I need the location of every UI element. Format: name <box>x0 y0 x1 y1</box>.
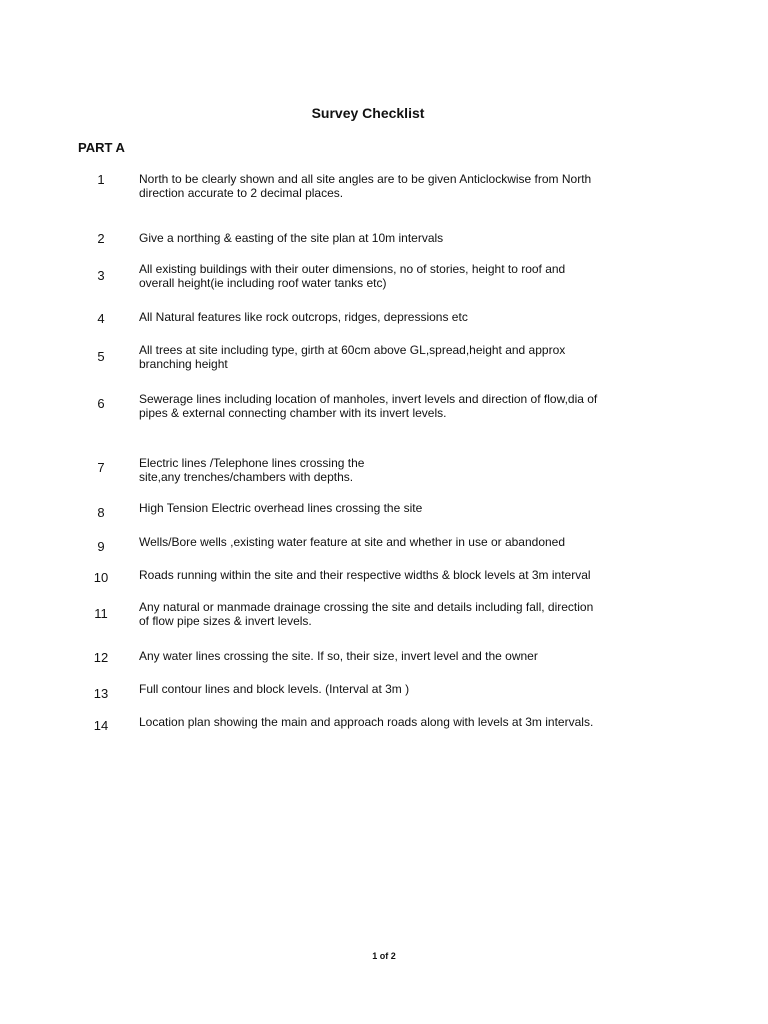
item-number: 12 <box>93 650 109 665</box>
item-number: 13 <box>93 686 109 701</box>
item-number: 2 <box>97 231 105 246</box>
item-text-line: Any water lines crossing the site. If so, their size, invert level and the owner <box>139 649 538 663</box>
item-text-line: All existing buildings with their outer dimensions, no of stories, height to roof and <box>139 262 566 276</box>
item-text <box>139 649 659 663</box>
item-text-line: direction accurate to 2 decimal places. <box>139 186 344 200</box>
item-number: 5 <box>97 349 105 364</box>
item-number: 8 <box>97 505 105 520</box>
item-text-line: Electric lines /Telephone lines crossing the <box>139 456 365 470</box>
item-number: 3 <box>97 268 105 283</box>
page-indicator: 1 of 2 <box>372 951 396 961</box>
item-number: 10 <box>93 570 109 585</box>
item-text <box>139 310 659 324</box>
item-text <box>139 568 659 582</box>
item-text-line: Roads running within the site and their respective widths & block levels at 3m interval <box>139 568 591 582</box>
item-text <box>139 600 659 628</box>
item-number: 14 <box>93 718 109 733</box>
item-text <box>139 715 659 729</box>
item-number: 9 <box>97 539 105 554</box>
item-number: 6 <box>97 396 105 411</box>
item-text <box>139 682 659 696</box>
item-text-line: site,any trenches/chambers with depths. <box>139 470 354 484</box>
item-number: 4 <box>97 311 105 326</box>
item-text-line: All trees at site including type, girth at 60cm above GL,spread,height and approx <box>139 343 566 357</box>
item-number: 1 <box>97 172 105 187</box>
item-text-line: branching height <box>139 357 228 371</box>
item-number: 7 <box>97 460 105 475</box>
item-text <box>139 343 659 371</box>
item-text <box>139 262 659 290</box>
item-text-line: Full contour lines and block levels. (Interval at 3m ) <box>139 682 410 696</box>
item-text-line: Wells/Bore wells ,existing water feature at site and whether in use or abandoned <box>139 535 566 549</box>
item-number: 11 <box>94 606 108 621</box>
item-text <box>139 456 659 484</box>
item-text <box>139 172 659 200</box>
item-text-line: All Natural features like rock outcrops, ridges, depressions etc <box>139 310 468 324</box>
item-text-line: Any natural or manmade drainage crossing the site and details including fall, direction <box>139 600 594 614</box>
item-text-line: Location plan showing the main and approach roads along with levels at 3m intervals. <box>139 715 594 729</box>
item-text-line: Give a northing & easting of the site plan at 10m intervals <box>139 231 444 245</box>
item-text-line: Sewerage lines including location of manholes, invert levels and direction of flow,dia of <box>139 392 598 406</box>
item-text-line: North to be clearly shown and all site angles are to be given Anticlockwise from North <box>139 172 592 186</box>
item-text-line: High Tension Electric overhead lines crossing the site <box>139 501 423 515</box>
item-text <box>139 231 659 245</box>
page-title: Survey Checklist <box>311 105 425 121</box>
item-text-line: of flow pipe sizes & invert levels. <box>139 614 312 628</box>
item-text-line: pipes & external connecting chamber with its invert levels. <box>139 406 447 420</box>
item-text-line: overall height(ie including roof water tanks etc) <box>139 276 387 290</box>
item-text <box>139 501 659 515</box>
item-text <box>139 535 659 549</box>
item-text <box>139 392 659 420</box>
part-label: PART A <box>78 140 125 155</box>
